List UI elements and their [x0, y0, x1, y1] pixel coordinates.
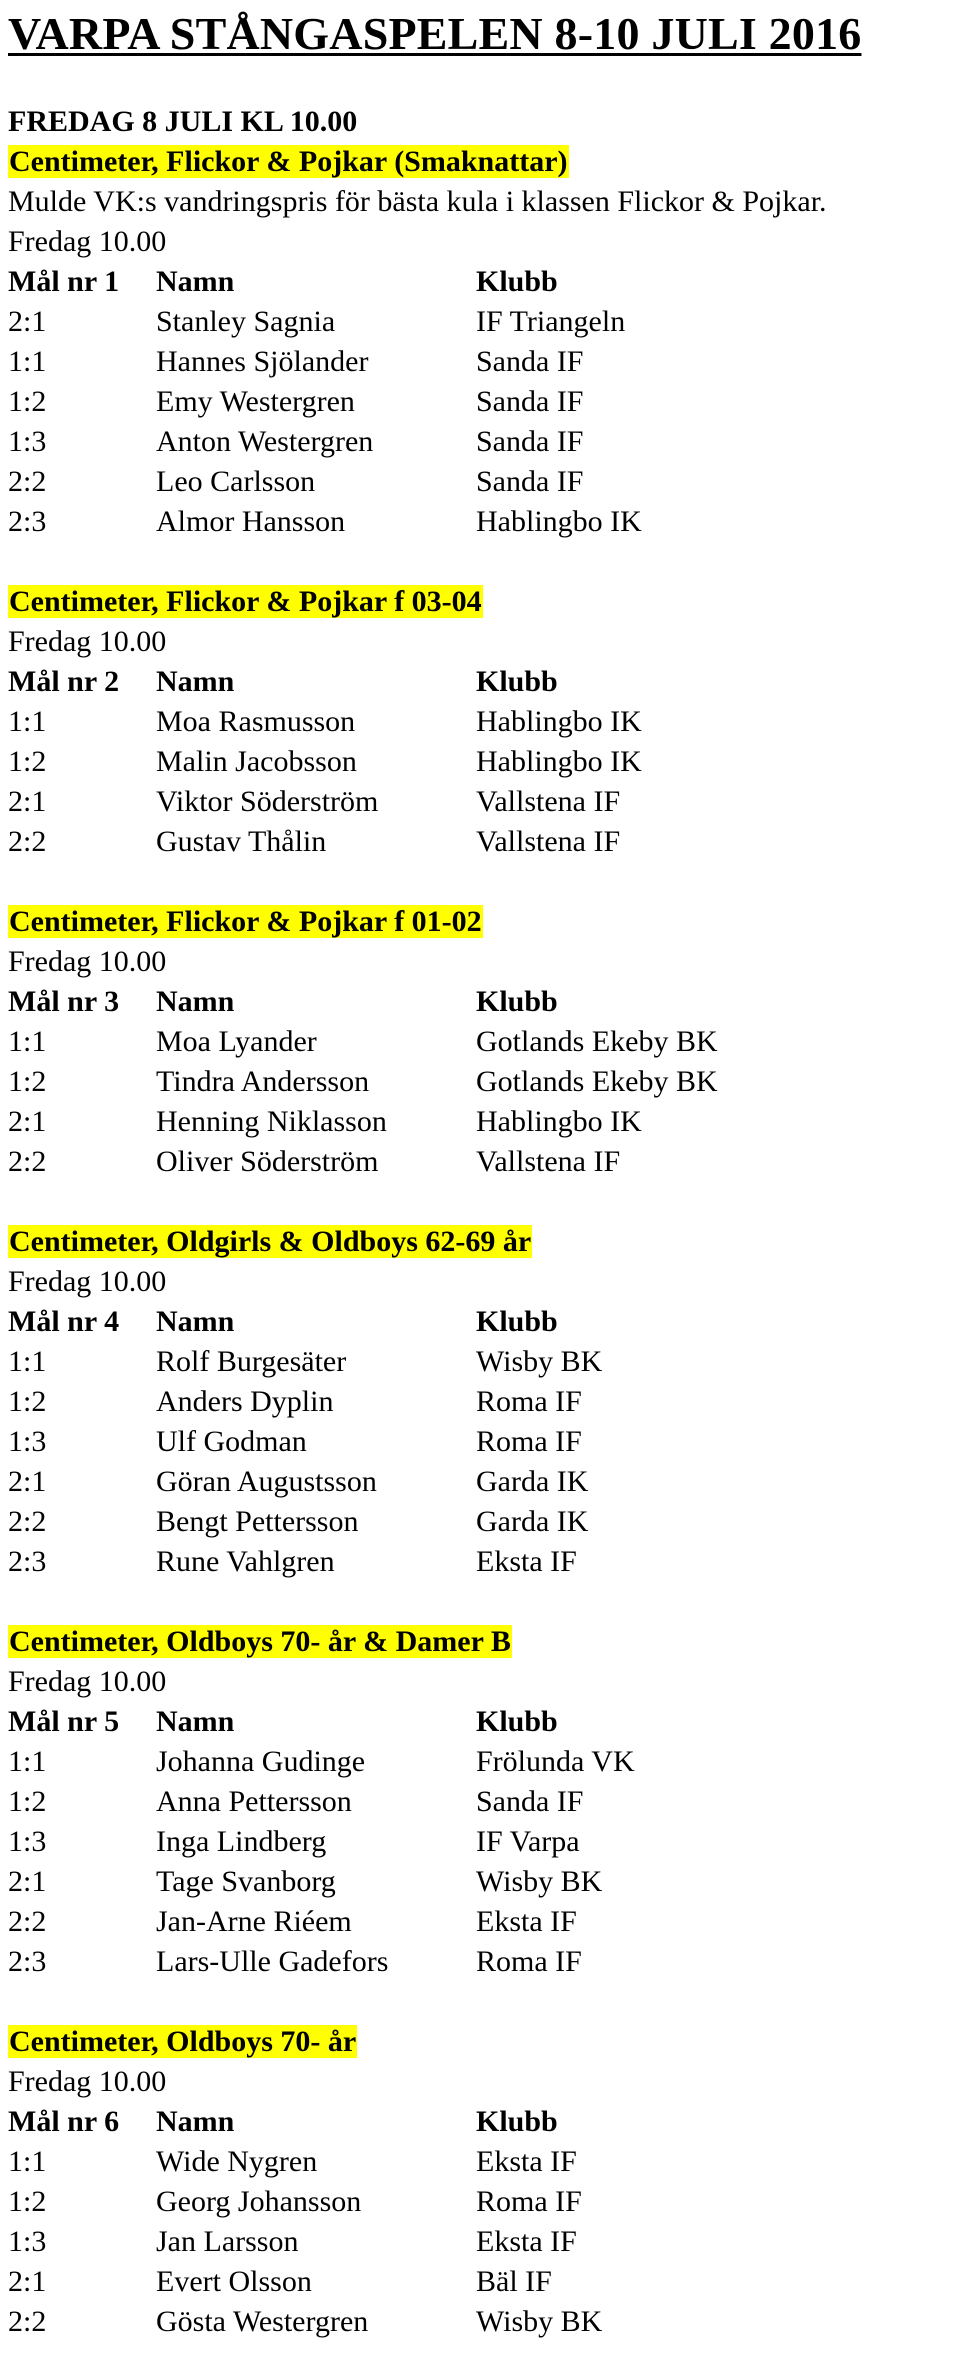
club-name: Gotlands Ekeby BK	[476, 1065, 718, 1098]
player-name: Moa Rasmusson	[156, 705, 356, 738]
club-name: Wisby BK	[476, 1865, 603, 1898]
target-number: 1:2	[8, 1385, 47, 1418]
table-row	[8, 2222, 960, 2262]
player-name: Rune Vahlgren	[156, 1545, 335, 1578]
table-header	[8, 1702, 960, 1742]
player-name: Jan Larsson	[156, 2225, 299, 2258]
table-row	[8, 1022, 960, 1062]
club-name: Wisby BK	[476, 2305, 603, 2338]
club-name: Eksta IF	[476, 1545, 577, 1578]
player-name: Anton Westergren	[156, 425, 374, 458]
player-name: Göran Augustsson	[156, 1465, 377, 1498]
target-number: 1:2	[8, 745, 47, 778]
header-name: Namn	[156, 665, 235, 698]
target-number: 2:2	[8, 465, 47, 498]
target-number: 1:3	[8, 1425, 47, 1458]
club-name: Hablingbo IK	[476, 705, 642, 738]
table-row	[8, 1102, 960, 1142]
header-club: Klubb	[476, 985, 558, 1018]
table-header	[8, 2102, 960, 2142]
table-row	[8, 1062, 960, 1102]
target-number: 1:2	[8, 2185, 47, 2218]
table-row	[8, 502, 960, 542]
target-number: 1:2	[8, 1065, 47, 1098]
target-number: 2:1	[8, 2265, 47, 2298]
target-number: 2:1	[8, 1865, 47, 1898]
club-name: Sanda IF	[476, 385, 584, 418]
table-row	[8, 2182, 960, 2222]
start-time: Fredag 10.00	[8, 945, 167, 978]
club-name: Gotlands Ekeby BK	[476, 1025, 718, 1058]
target-number: 2:1	[8, 1465, 47, 1498]
target-number: 1:3	[8, 425, 47, 458]
table-row	[8, 382, 960, 422]
club-name: Roma IF	[476, 1945, 582, 1978]
header-club: Klubb	[476, 1305, 558, 1338]
header-target: Mål nr 3	[8, 985, 120, 1018]
player-name: Almor Hansson	[156, 505, 346, 538]
start-time: Fredag 10.00	[8, 225, 167, 258]
table-row	[8, 1862, 960, 1902]
table-row	[8, 422, 960, 462]
player-name: Bengt Pettersson	[156, 1505, 359, 1538]
table-row	[8, 1462, 960, 1502]
header-name: Namn	[156, 1705, 235, 1738]
table-row	[8, 1142, 960, 1182]
target-number: 2:2	[8, 1505, 47, 1538]
player-name: Hannes Sjölander	[156, 345, 369, 378]
table-row	[8, 1742, 960, 1782]
club-name: IF Triangeln	[476, 305, 626, 338]
table-row	[8, 742, 960, 782]
player-name: Henning Niklasson	[156, 1105, 387, 1138]
player-name: Viktor Söderström	[156, 785, 379, 818]
club-name: Frölunda VK	[476, 1745, 635, 1778]
table-row	[8, 1542, 960, 1582]
player-name: Moa Lyander	[156, 1025, 317, 1058]
target-number: 1:3	[8, 1825, 47, 1858]
day-heading: FREDAG 8 JULI KL 10.00	[8, 105, 358, 138]
start-time: Fredag 10.00	[8, 1265, 167, 1298]
schedule-section	[8, 142, 960, 542]
start-time: Fredag 10.00	[8, 2065, 167, 2098]
table-row	[8, 1422, 960, 1462]
category-note: Mulde VK:s vandringspris för bästa kula i klassen Flickor & Pojkar.	[8, 185, 827, 218]
club-name: Sanda IF	[476, 345, 584, 378]
table-header	[8, 1302, 960, 1342]
category-heading: Centimeter, Oldboys 70- år	[9, 2025, 357, 2058]
player-name: Jan-Arne Riéem	[156, 1905, 352, 1938]
target-number: 1:1	[8, 345, 47, 378]
header-target: Mål nr 1	[8, 265, 120, 298]
target-number: 2:1	[8, 305, 47, 338]
player-name: Tindra Andersson	[156, 1065, 370, 1098]
category-heading: Centimeter, Oldboys 70- år & Damer B	[9, 1625, 511, 1658]
header-target: Mål nr 5	[8, 1705, 120, 1738]
header-name: Namn	[156, 985, 235, 1018]
start-time: Fredag 10.00	[8, 1665, 167, 1698]
club-name: Garda IK	[476, 1465, 589, 1498]
table-row	[8, 2302, 960, 2342]
start-time: Fredag 10.00	[8, 625, 167, 658]
table-row	[8, 822, 960, 862]
target-number: 1:1	[8, 2145, 47, 2178]
club-name: Eksta IF	[476, 2145, 577, 2178]
header-target: Mål nr 2	[8, 665, 120, 698]
club-name: Sanda IF	[476, 1785, 584, 1818]
table-row	[8, 1782, 960, 1822]
player-name: Wide Nygren	[156, 2145, 318, 2178]
header-target: Mål nr 4	[8, 1305, 120, 1338]
player-name: Oliver Söderström	[156, 1145, 379, 1178]
target-number: 2:2	[8, 2305, 47, 2338]
club-name: Sanda IF	[476, 465, 584, 498]
table-row	[8, 782, 960, 822]
target-number: 2:1	[8, 1105, 47, 1138]
table-row	[8, 1942, 960, 1982]
table-row	[8, 1902, 960, 1942]
club-name: Hablingbo IK	[476, 745, 642, 778]
header-club: Klubb	[476, 665, 558, 698]
club-name: Bäl IF	[476, 2265, 552, 2298]
player-name: Anna Pettersson	[156, 1785, 352, 1818]
table-row	[8, 1342, 960, 1382]
club-name: IF Varpa	[476, 1825, 580, 1858]
target-number: 1:1	[8, 1745, 47, 1778]
target-number: 1:2	[8, 1785, 47, 1818]
table-header	[8, 662, 960, 702]
target-number: 1:1	[8, 1025, 47, 1058]
club-name: Vallstena IF	[476, 785, 621, 818]
table-row	[8, 1382, 960, 1422]
table-row	[8, 302, 960, 342]
player-name: Evert Olsson	[156, 2265, 312, 2298]
table-row	[8, 2142, 960, 2182]
player-name: Gösta Westergren	[156, 2305, 369, 2338]
player-name: Georg Johansson	[156, 2185, 362, 2218]
header-club: Klubb	[476, 1705, 558, 1738]
player-name: Inga Lindberg	[156, 1825, 327, 1858]
category-heading: Centimeter, Flickor & Pojkar (Smaknattar)	[9, 145, 568, 178]
target-number: 2:2	[8, 1145, 47, 1178]
target-number: 2:1	[8, 785, 47, 818]
schedule-section	[8, 1222, 960, 1582]
player-name: Anders Dyplin	[156, 1385, 334, 1418]
club-name: Wisby BK	[476, 1345, 603, 1378]
player-name: Ulf Godman	[156, 1425, 307, 1458]
target-number: 2:3	[8, 1945, 47, 1978]
target-number: 1:2	[8, 385, 47, 418]
player-name: Malin Jacobsson	[156, 745, 357, 778]
document-title: VARPA STÅNGASPELEN 8-10 JULI 2016	[8, 8, 862, 59]
club-name: Roma IF	[476, 1425, 582, 1458]
table-row	[8, 342, 960, 382]
club-name: Hablingbo IK	[476, 1105, 642, 1138]
player-name: Lars-Ulle Gadefors	[156, 1945, 389, 1978]
table-row	[8, 1502, 960, 1542]
club-name: Sanda IF	[476, 425, 584, 458]
header-club: Klubb	[476, 2105, 558, 2138]
player-name: Leo Carlsson	[156, 465, 316, 498]
schedule-section	[8, 902, 960, 1182]
category-heading: Centimeter, Flickor & Pojkar f 03-04	[9, 585, 482, 618]
target-number: 2:3	[8, 505, 47, 538]
player-name: Emy Westergren	[156, 385, 355, 418]
target-number: 2:2	[8, 825, 47, 858]
target-number: 1:1	[8, 1345, 47, 1378]
target-number: 1:1	[8, 705, 47, 738]
club-name: Vallstena IF	[476, 1145, 621, 1178]
player-name: Johanna Gudinge	[156, 1745, 366, 1778]
club-name: Vallstena IF	[476, 825, 621, 858]
schedule-section	[8, 2022, 960, 2342]
target-number: 2:3	[8, 1545, 47, 1578]
player-name: Gustav Thålin	[156, 825, 327, 858]
category-heading: Centimeter, Flickor & Pojkar f 01-02	[9, 905, 482, 938]
target-number: 1:3	[8, 2225, 47, 2258]
header-club: Klubb	[476, 265, 558, 298]
header-name: Namn	[156, 2105, 235, 2138]
table-row	[8, 462, 960, 502]
player-name: Stanley Sagnia	[156, 305, 336, 338]
header-name: Namn	[156, 265, 235, 298]
club-name: Hablingbo IK	[476, 505, 642, 538]
table-row	[8, 702, 960, 742]
player-name: Rolf Burgesäter	[156, 1345, 347, 1378]
schedule-section	[8, 582, 960, 862]
table-row	[8, 2262, 960, 2302]
table-header	[8, 262, 960, 302]
club-name: Eksta IF	[476, 1905, 577, 1938]
table-header	[8, 982, 960, 1022]
player-name: Tage Svanborg	[156, 1865, 336, 1898]
club-name: Roma IF	[476, 2185, 582, 2218]
category-heading: Centimeter, Oldgirls & Oldboys 62-69 år	[9, 1225, 532, 1258]
club-name: Roma IF	[476, 1385, 582, 1418]
table-row	[8, 1822, 960, 1862]
club-name: Garda IK	[476, 1505, 589, 1538]
club-name: Eksta IF	[476, 2225, 577, 2258]
header-target: Mål nr 6	[8, 2105, 120, 2138]
target-number: 2:2	[8, 1905, 47, 1938]
header-name: Namn	[156, 1305, 235, 1338]
schedule-section	[8, 1622, 960, 1982]
sections-container	[8, 142, 960, 2342]
